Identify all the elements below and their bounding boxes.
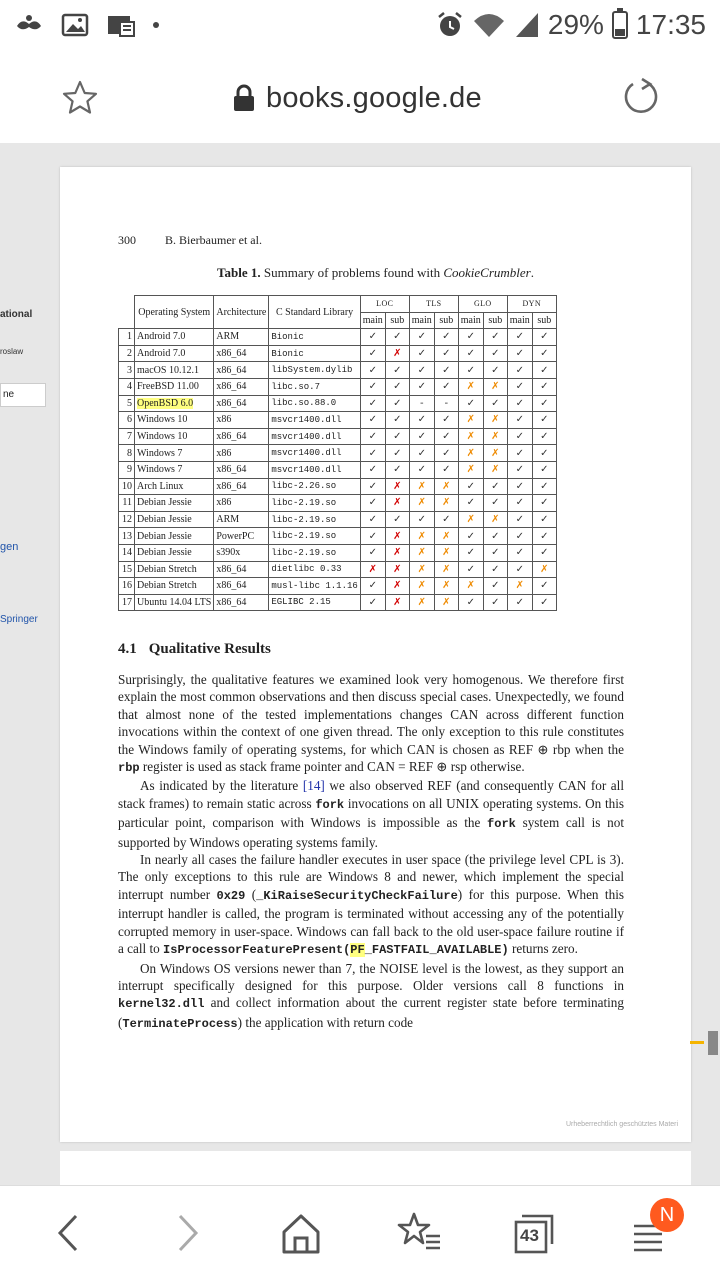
side-link[interactable]: Springer [0, 614, 38, 625]
dot-icon [152, 21, 160, 29]
gallery-icon [60, 12, 90, 38]
table-row [119, 412, 557, 429]
check-cell: ✗ [458, 511, 483, 528]
table-row [119, 428, 557, 445]
check-cell: ✗ [483, 511, 507, 528]
row-index: 11 [119, 495, 135, 512]
table-header-lib: C Standard Library [269, 296, 360, 329]
check-cell: ✗ [409, 478, 434, 495]
scrollbar[interactable] [708, 1031, 718, 1055]
check-cell: ✗ [458, 461, 483, 478]
check-cell: ✓ [409, 445, 434, 462]
table-row [119, 345, 557, 362]
table-row [119, 578, 557, 595]
lib-cell: EGLIBC 2.15 [269, 594, 360, 611]
check-cell: ✓ [409, 412, 434, 429]
check-cell: ✓ [360, 378, 385, 395]
arch-cell: x86_64 [214, 428, 269, 445]
check-cell: ✓ [532, 478, 556, 495]
check-cell: ✓ [483, 561, 507, 578]
check-cell: ✓ [532, 395, 556, 412]
paragraph: In nearly all cases the failure handler executes in user space (the privilege level CPL is 3). The only exceptions to this rule are Windows 8 and newer, which implement the special interrupt number 0x29 (_KiRaiseSecurityCheckFailure) for this purpose. When this interrupt handler is called, the program is terminated without accessing any of the potentially corrupted memory in user-space. Windows can fall back to the old user-space failure routine if a call to IsProcessorFeaturePresent(PF_FASTFAIL_AVAILABLE) returns zero. [118, 852, 624, 958]
table-subheader: main [458, 312, 483, 329]
arch-cell: x86_64 [214, 561, 269, 578]
check-cell: ✓ [434, 445, 458, 462]
check-cell: ✓ [532, 329, 556, 346]
check-cell: ✓ [409, 345, 434, 362]
table-row [119, 594, 557, 611]
row-index: 8 [119, 445, 135, 462]
os-cell: FreeBSD 11.00 [135, 378, 214, 395]
check-cell: ✓ [409, 461, 434, 478]
check-cell: ✗ [409, 528, 434, 545]
lib-cell: dietlibc 0.33 [269, 561, 360, 578]
check-cell: ✓ [532, 378, 556, 395]
check-cell: ✗ [385, 544, 409, 561]
check-cell: ✗ [409, 495, 434, 512]
arch-cell: x86_64 [214, 578, 269, 595]
check-cell: ✓ [532, 544, 556, 561]
check-cell: ✓ [458, 329, 483, 346]
next-page [60, 1151, 691, 1185]
check-cell: ✓ [507, 412, 532, 429]
check-cell: ✗ [507, 578, 532, 595]
battery-icon [612, 11, 628, 39]
check-cell: ✓ [360, 412, 385, 429]
signal-icon [514, 11, 540, 39]
paragraph: As indicated by the literature [14] we also observed REF (and consequently CAN for all stack frames) to remain static across fork invocations on all UNIX operating systems. On this particular point, comparison with Windows is impossible as the fork system call is not supported by Windows operating systems family. [118, 778, 624, 850]
check-cell: ✓ [458, 528, 483, 545]
table-row [119, 528, 557, 545]
check-cell: ✓ [532, 412, 556, 429]
check-cell: ✓ [434, 378, 458, 395]
table-row [119, 511, 557, 528]
check-cell: ✓ [409, 378, 434, 395]
table-subheader: sub [483, 312, 507, 329]
row-index: 1 [119, 329, 135, 346]
check-cell: ✓ [360, 511, 385, 528]
book-viewer[interactable] [0, 143, 720, 1185]
check-cell: ✗ [409, 561, 434, 578]
row-index: 14 [119, 544, 135, 561]
check-cell: ✓ [458, 495, 483, 512]
table-subheader: sub [434, 312, 458, 329]
check-cell: ✓ [409, 511, 434, 528]
row-index: 6 [119, 412, 135, 429]
lib-cell: msvcr1400.dll [269, 461, 360, 478]
running-head [118, 233, 262, 248]
check-cell: ✓ [385, 362, 409, 379]
check-cell: ✓ [458, 362, 483, 379]
check-cell: ✓ [409, 428, 434, 445]
battery-percent: 29% [547, 9, 604, 40]
check-cell: ✓ [507, 329, 532, 346]
check-cell: ✓ [409, 362, 434, 379]
check-cell: ✓ [458, 561, 483, 578]
os-cell: macOS 10.12.1 [135, 362, 214, 379]
check-cell: ✓ [385, 445, 409, 462]
check-cell: ✓ [360, 428, 385, 445]
lib-cell: libc.so.88.0 [269, 395, 360, 412]
check-cell: ✓ [434, 329, 458, 346]
check-cell: ✓ [507, 445, 532, 462]
check-cell: ✗ [458, 428, 483, 445]
table-header-loc: LOC [360, 296, 409, 313]
os-cell: Debian Jessie [135, 511, 214, 528]
check-cell: ✓ [360, 445, 385, 462]
row-index: 9 [119, 461, 135, 478]
arch-cell: x86 [214, 495, 269, 512]
check-cell: ✗ [360, 561, 385, 578]
row-index: 10 [119, 478, 135, 495]
row-index: 3 [119, 362, 135, 379]
side-link[interactable]: gen [0, 541, 19, 553]
check-cell: ✓ [483, 395, 507, 412]
check-cell: ✓ [458, 544, 483, 561]
check-cell: ✓ [483, 329, 507, 346]
check-cell: ✓ [409, 329, 434, 346]
row-index: 17 [119, 594, 135, 611]
check-cell: ✓ [360, 362, 385, 379]
table-header-dyn: DYN [507, 296, 556, 313]
check-cell: ✓ [507, 495, 532, 512]
highlight: OpenBSD 6.0 [137, 397, 194, 409]
check-cell: ✓ [532, 528, 556, 545]
os-cell: Ubuntu 14.04 LTS [135, 594, 214, 611]
check-cell: ✗ [458, 445, 483, 462]
check-cell: ✓ [360, 594, 385, 611]
lib-cell: msvcr1400.dll [269, 412, 360, 429]
check-cell: ✓ [385, 511, 409, 528]
page-number: 300 [118, 233, 136, 247]
row-index: 13 [119, 528, 135, 545]
watermark: Urheberrechtlich geschütztes Materi [566, 1121, 679, 1128]
check-cell: ✗ [385, 495, 409, 512]
check-cell: ✗ [385, 478, 409, 495]
check-cell: ✓ [532, 428, 556, 445]
row-index: 4 [119, 378, 135, 395]
os-cell [135, 395, 214, 412]
os-cell: Windows 10 [135, 428, 214, 445]
check-cell: ✗ [434, 528, 458, 545]
url-text: books.google.de [266, 81, 482, 114]
alarm-icon [436, 11, 464, 39]
check-cell: ✗ [434, 478, 458, 495]
paragraph: On Windows OS versions newer than 7, the NOISE level is the lowest, as they support an interrupt specifically designed for this purpose. Older versions call 8 functions in kernel32.dll and collect information about the current register state before terminating (TerminateProcess) the application with return code [118, 960, 624, 1031]
check-cell: ✓ [532, 594, 556, 611]
check-cell: ✓ [458, 478, 483, 495]
os-cell: Windows 10 [135, 412, 214, 429]
check-cell: ✓ [483, 594, 507, 611]
check-cell: ✗ [385, 594, 409, 611]
home-icon[interactable] [276, 1208, 326, 1258]
os-cell: Debian Stretch [135, 561, 214, 578]
lib-cell: libc.so.7 [269, 378, 360, 395]
check-cell: ✗ [483, 428, 507, 445]
check-cell: ✗ [385, 345, 409, 362]
arch-cell: x86 [214, 412, 269, 429]
arch-cell: s390x [214, 544, 269, 561]
check-cell: ✗ [483, 378, 507, 395]
check-cell: ✓ [434, 412, 458, 429]
reload-icon[interactable] [620, 76, 662, 118]
check-cell: ✓ [458, 345, 483, 362]
check-cell: ✓ [385, 412, 409, 429]
check-cell: ✓ [360, 495, 385, 512]
clock: 17:35 [635, 9, 706, 40]
row-index: 5 [119, 395, 135, 412]
check-cell: ✓ [532, 461, 556, 478]
check-cell: ✗ [458, 578, 483, 595]
os-cell: Debian Jessie [135, 544, 214, 561]
check-cell: ✓ [483, 544, 507, 561]
table-subheader: main [507, 312, 532, 329]
arch-cell: x86_64 [214, 478, 269, 495]
check-cell: ✓ [360, 461, 385, 478]
check-cell: ✓ [385, 395, 409, 412]
url-bar [0, 62, 720, 134]
check-cell: ✓ [532, 511, 556, 528]
check-cell: ✗ [385, 578, 409, 595]
arch-cell: x86_64 [214, 362, 269, 379]
check-cell: ✓ [507, 544, 532, 561]
notification-badge: N [650, 1198, 684, 1232]
check-cell: ✓ [507, 428, 532, 445]
check-cell: ✗ [483, 461, 507, 478]
os-cell: Windows 7 [135, 445, 214, 462]
check-cell: ✓ [434, 428, 458, 445]
check-cell: ✓ [360, 395, 385, 412]
check-cell: ✗ [385, 528, 409, 545]
lib-cell: libc-2.19.so [269, 544, 360, 561]
keyboard-icon [106, 12, 136, 38]
check-cell: ✓ [507, 461, 532, 478]
lib-cell: libc-2.19.so [269, 495, 360, 512]
row-index: 15 [119, 561, 135, 578]
section-heading: 4.1 Qualitative Results [118, 641, 271, 657]
check-cell: ✓ [483, 495, 507, 512]
check-cell: ✓ [507, 528, 532, 545]
check-cell: ✓ [458, 395, 483, 412]
table-row [119, 445, 557, 462]
check-cell: ✗ [434, 578, 458, 595]
check-cell: ✓ [385, 461, 409, 478]
check-cell: ✓ [458, 594, 483, 611]
table-subheader: main [360, 312, 385, 329]
citation-link[interactable]: [14] [302, 778, 325, 794]
check-cell: ✗ [483, 412, 507, 429]
bookmarks-icon[interactable] [394, 1208, 444, 1258]
check-cell: ✓ [385, 428, 409, 445]
back-icon[interactable] [44, 1208, 94, 1258]
check-cell: - [409, 395, 434, 412]
check-cell: ✗ [532, 561, 556, 578]
results-table [118, 295, 557, 611]
check-cell: ✓ [483, 578, 507, 595]
bottom-nav [0, 1185, 720, 1280]
table-subheader: sub [532, 312, 556, 329]
lib-cell: libSystem.dylib [269, 362, 360, 379]
table-row [119, 329, 557, 346]
lib-cell: musl-libc 1.1.16 [269, 578, 360, 595]
table-row [119, 362, 557, 379]
lib-cell: msvcr1400.dll [269, 428, 360, 445]
tabs-button[interactable] [510, 1208, 560, 1258]
check-cell: ✓ [360, 345, 385, 362]
mustache-icon [14, 12, 44, 38]
table-row [119, 378, 557, 395]
check-cell: ✓ [360, 544, 385, 561]
check-cell: ✓ [507, 395, 532, 412]
table-caption: Table 1. Summary of problems found with CookieCrumbler. [217, 265, 534, 280]
status-bar [0, 0, 720, 50]
table-row [119, 561, 557, 578]
check-cell: ✗ [385, 561, 409, 578]
check-cell: ✗ [483, 445, 507, 462]
lib-cell: msvcr1400.dll [269, 445, 360, 462]
lib-cell: libc-2.19.so [269, 511, 360, 528]
check-cell: ✓ [385, 378, 409, 395]
check-cell: ✗ [409, 594, 434, 611]
check-cell: ✓ [532, 495, 556, 512]
os-cell: Debian Jessie [135, 495, 214, 512]
check-cell: ✓ [360, 478, 385, 495]
arch-cell: PowerPC [214, 528, 269, 545]
arch-cell: ARM [214, 329, 269, 346]
os-cell: Arch Linux [135, 478, 214, 495]
os-cell: Debian Stretch [135, 578, 214, 595]
row-index: 2 [119, 345, 135, 362]
check-cell: ✓ [434, 461, 458, 478]
lock-icon [232, 84, 256, 112]
star-icon[interactable] [60, 78, 100, 118]
check-cell: ✓ [507, 345, 532, 362]
wifi-icon [472, 11, 506, 39]
scroll-position-marker [690, 1041, 704, 1044]
check-cell: ✓ [507, 478, 532, 495]
table-header-os: Operating System [135, 296, 214, 329]
table-header-index [119, 296, 135, 329]
check-cell: ✓ [434, 362, 458, 379]
paragraph: Surprisingly, the qualitative features we examined look very homogenous. We therefore first explain the most common observations and then discuss special cases. Unexpectedly, we found that almost none of the tested implementations changes CAN across different function invocations within the context of one given thread. The only exception to this rule constitutes the Windows family of operating systems, for which CAN is chosen as REF ⊕ rbp when the rbp register is used as stack frame pointer and CAN = REF ⊕ rsp otherwise. [118, 672, 624, 776]
table-subheader: sub [385, 312, 409, 329]
table-subheader: main [409, 312, 434, 329]
arch-cell: ARM [214, 511, 269, 528]
check-cell: ✓ [507, 362, 532, 379]
side-fragment: ational [0, 309, 33, 320]
check-cell: ✓ [532, 578, 556, 595]
check-cell: ✓ [360, 578, 385, 595]
os-cell: Android 7.0 [135, 329, 214, 346]
check-cell: ✓ [532, 362, 556, 379]
table-header-glo: GLO [458, 296, 507, 313]
check-cell: ✓ [532, 345, 556, 362]
table-row [119, 495, 557, 512]
check-cell: ✓ [360, 528, 385, 545]
check-cell: ✓ [507, 594, 532, 611]
address-field[interactable] [232, 76, 482, 120]
check-cell: ✓ [483, 345, 507, 362]
forward-icon[interactable] [162, 1208, 212, 1258]
body-text [118, 671, 624, 1033]
authors: B. Bierbaumer et al. [165, 233, 262, 247]
table-row [119, 544, 557, 561]
check-cell: ✓ [434, 345, 458, 362]
check-cell: ✓ [360, 329, 385, 346]
check-cell: ✓ [483, 528, 507, 545]
check-cell: ✗ [434, 561, 458, 578]
check-cell: ✓ [483, 478, 507, 495]
arch-cell: x86_64 [214, 461, 269, 478]
arch-cell: x86_64 [214, 345, 269, 362]
arch-cell: x86_64 [214, 594, 269, 611]
arch-cell: x86_64 [214, 395, 269, 412]
os-cell: Debian Jessie [135, 528, 214, 545]
check-cell: ✓ [507, 511, 532, 528]
row-index: 12 [119, 511, 135, 528]
check-cell: ✓ [532, 445, 556, 462]
table-header-arch: Architecture [214, 296, 269, 329]
check-cell: ✓ [483, 362, 507, 379]
check-cell: ✗ [458, 412, 483, 429]
os-cell: Android 7.0 [135, 345, 214, 362]
table-row [119, 395, 557, 412]
tab-count: 43 [520, 1226, 539, 1245]
arch-cell: x86_64 [214, 378, 269, 395]
check-cell: ✗ [434, 495, 458, 512]
lib-cell: Bionic [269, 329, 360, 346]
check-cell: ✗ [409, 544, 434, 561]
row-index: 16 [119, 578, 135, 595]
check-cell: ✓ [507, 378, 532, 395]
check-cell: ✓ [385, 329, 409, 346]
check-cell: ✓ [434, 511, 458, 528]
table-row [119, 478, 557, 495]
check-cell: ✗ [434, 544, 458, 561]
check-cell: - [434, 395, 458, 412]
check-cell: ✓ [507, 561, 532, 578]
table-header-tls: TLS [409, 296, 458, 313]
lib-cell: Bionic [269, 345, 360, 362]
check-cell: ✗ [434, 594, 458, 611]
table-row [119, 461, 557, 478]
arch-cell: x86 [214, 445, 269, 462]
book-page [60, 167, 691, 1142]
lib-cell: libc-2.19.so [269, 528, 360, 545]
side-fragment: roslaw [0, 347, 24, 356]
row-index: 7 [119, 428, 135, 445]
os-cell: Windows 7 [135, 461, 214, 478]
check-cell: ✗ [458, 378, 483, 395]
side-button[interactable]: ne [0, 383, 46, 407]
check-cell: ✗ [409, 578, 434, 595]
lib-cell: libc-2.26.so [269, 478, 360, 495]
